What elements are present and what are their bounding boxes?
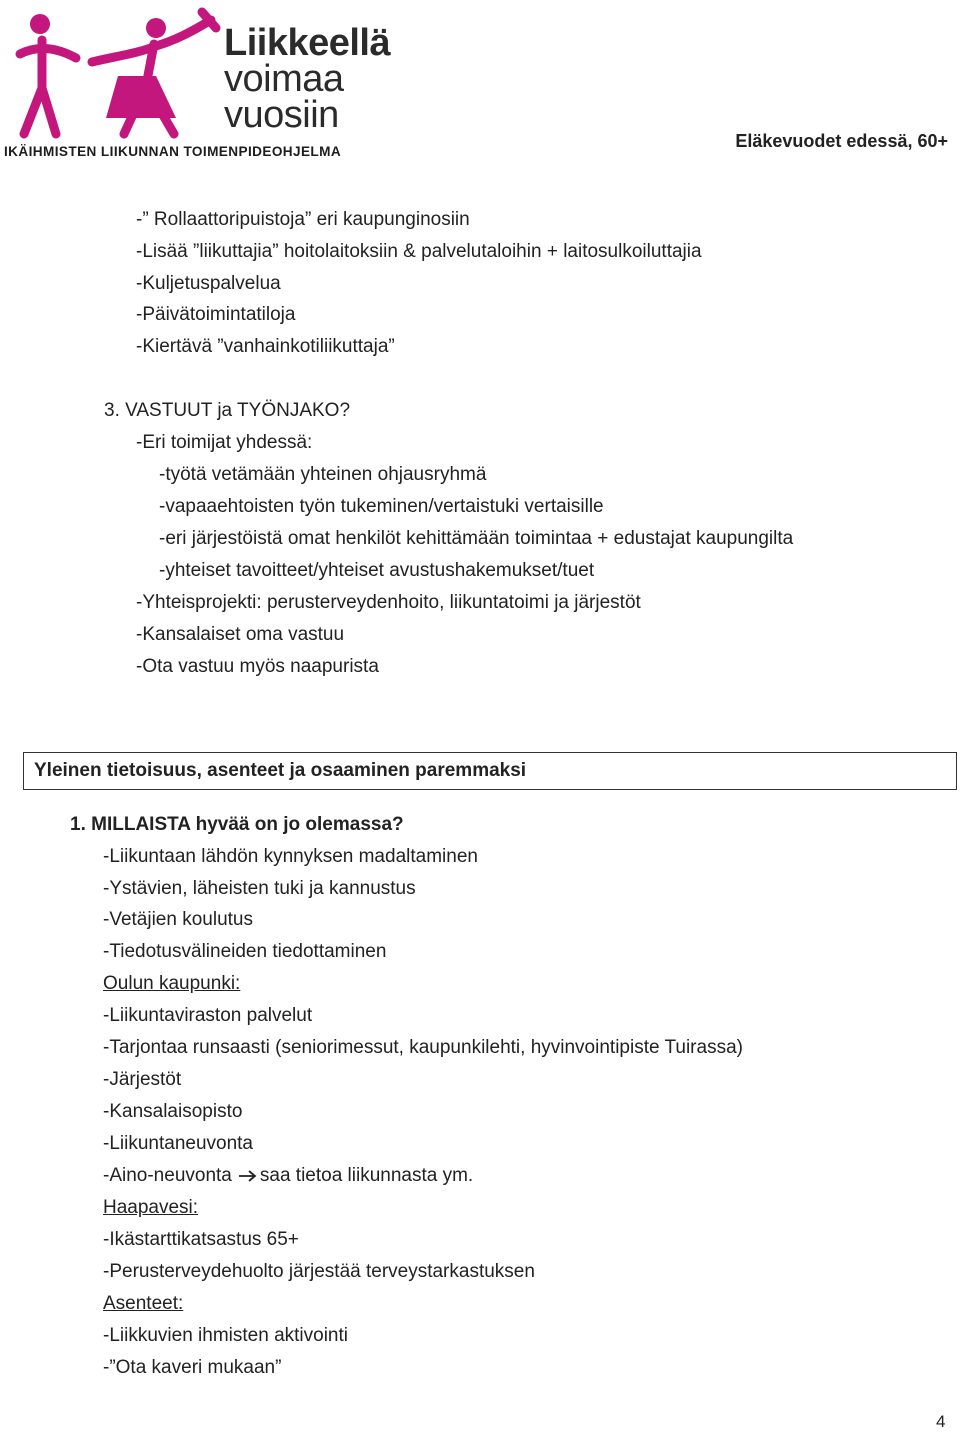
list-item: -”Ota kaveri mukaan” — [103, 1357, 282, 1378]
list-item: -Liikuntaviraston palvelut — [103, 1005, 313, 1026]
subheading-haapavesi: Haapavesi: — [103, 1197, 199, 1218]
list-item: -Järjestöt — [103, 1069, 182, 1090]
subheading-oulu: Oulun kaupunki: — [103, 973, 241, 994]
list-item: -Liikuntaneuvonta — [103, 1133, 253, 1154]
list-item: -Vetäjien koulutus — [103, 909, 253, 930]
aino-label: -Aino-neuvonta — [103, 1165, 232, 1186]
list-item: -Kuljetuspalvelua — [136, 273, 281, 294]
boxed-title-text: Yleinen tietoisuus, asenteet ja osaaminen paremmaksi — [34, 760, 527, 781]
list-item: -vapaaehtoisten työn tukeminen/vertaistuki vertaisille — [159, 496, 604, 517]
list-item-aino — [103, 1160, 473, 1192]
list-item: -Tarjontaa runsaasti (seniorimessut, kaupunkilehti, hyvinvointipiste Tuirassa) — [103, 1037, 743, 1058]
subheading-asenteet: Asenteet: — [103, 1293, 184, 1314]
list-item: -Tiedotusvälineiden tiedottaminen — [103, 941, 387, 962]
list-item: -Kansalaisopisto — [103, 1101, 243, 1122]
logo-line2: voimaa — [224, 58, 344, 100]
list-item: -Päivätoimintatiloja — [136, 304, 296, 325]
logo-subtitle: IKÄIHMISTEN LIIKUNNAN TOIMENPIDEOHJELMA — [4, 144, 342, 159]
logo-line1: Liikkeellä — [224, 22, 391, 64]
logo-figures-icon — [6, 6, 221, 142]
list-item: -Kansalaiset oma vastuu — [136, 624, 345, 645]
list-item: -Lisää ”liikuttajia” hoitolaitoksiin & palvelutaloihin + laitosulkoiluttajia — [136, 241, 702, 262]
list-item: -Liikuntaan lähdön kynnyksen madaltaminen — [103, 846, 478, 867]
list-item: -Ota vastuu myös naapurista — [136, 656, 379, 677]
list-item: -Ikästarttikatsastus 65+ — [103, 1229, 299, 1250]
list-item: -” Rollaattoripuistoja” eri kaupunginosiin — [136, 209, 470, 230]
boxed-section-title — [23, 752, 957, 790]
aino-text: saa tietoa liikunnasta ym. — [259, 1165, 474, 1186]
list-item: -Kiertävä ”vanhainkotiliikuttaja” — [136, 336, 395, 357]
list-item: -työtä vetämään yhteinen ohjausryhmä — [159, 464, 487, 485]
header-title: Eläkevuodet edessä, 60+ — [735, 131, 948, 151]
list-item: -Perusterveydehuolto järjestää terveystarkastuksen — [103, 1261, 535, 1282]
list-item: -Ystävien, läheisten tuki ja kannustus — [103, 878, 416, 899]
logo-line3: vuosiin — [224, 94, 339, 136]
list-item: -Yhteisprojekti: perusterveydenhoito, liikuntatoimi ja järjestöt — [136, 592, 641, 613]
list-item: -eri järjestöistä omat henkilöt kehittämään toimintaa + edustajat kaupungilta — [159, 528, 794, 549]
list-item: -Eri toimijat yhdessä: — [136, 432, 313, 453]
list-item: -Liikkuvien ihmisten aktivointi — [103, 1325, 348, 1346]
page-number: 4 — [936, 1412, 946, 1431]
section-heading-millaista: 1. MILLAISTA hyvää on jo olemassa? — [70, 814, 404, 835]
arrow-right-icon — [238, 1169, 258, 1183]
section-heading-vastuut: 3. VASTUUT ja TYÖNJAKO? — [104, 400, 351, 421]
list-item: -yhteiset tavoitteet/yhteiset avustushakemukset/tuet — [159, 560, 595, 581]
